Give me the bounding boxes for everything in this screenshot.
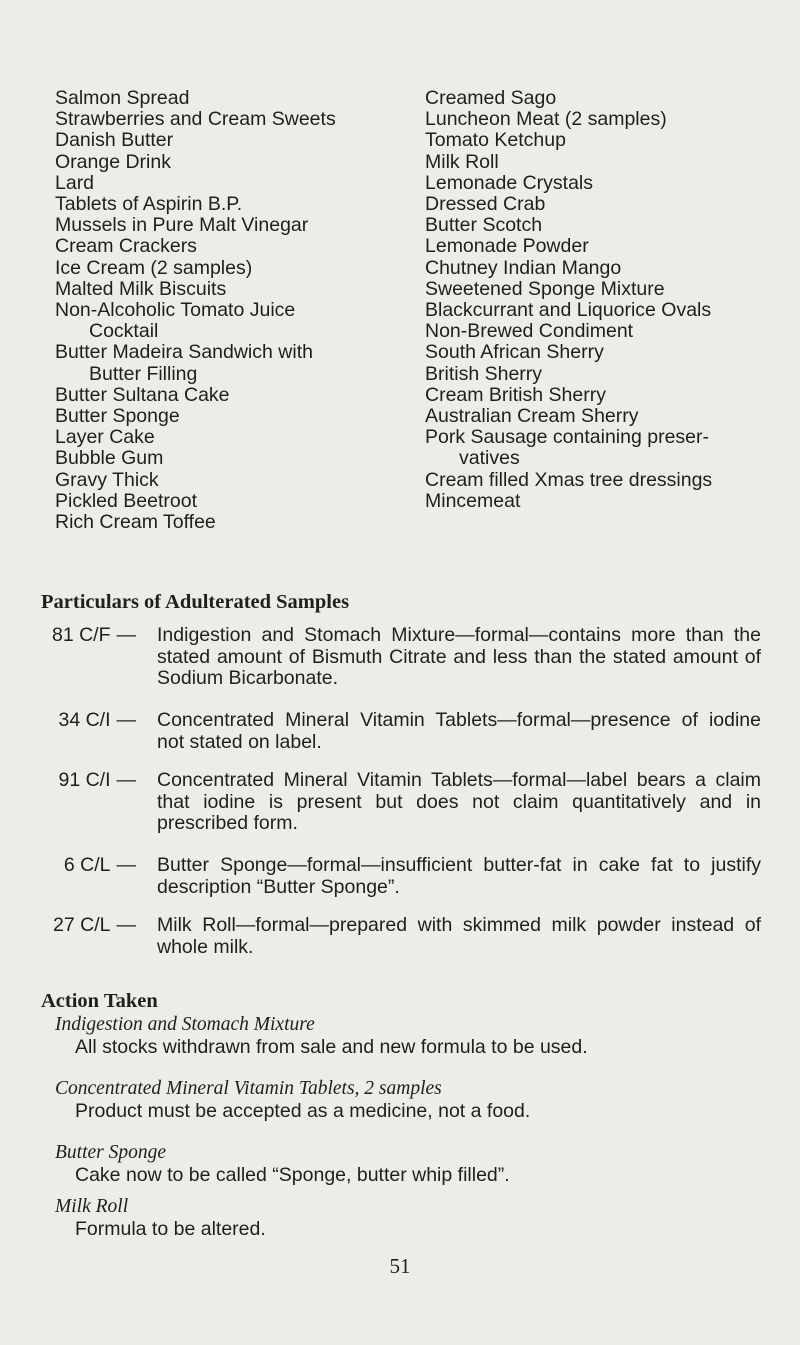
action-taken-heading: Action Taken <box>41 990 158 1012</box>
samples-list-right-column <box>425 88 775 512</box>
sample-item: Non-Brewed Condiment <box>425 320 634 343</box>
adulterated-sample-entry <box>41 625 761 690</box>
adulterated-sample-entry <box>41 710 761 753</box>
sample-item: Australian Cream Sherry <box>425 405 639 428</box>
sample-item: Pork Sausage containing preser- vatives <box>425 426 709 470</box>
action-item <box>55 1196 755 1240</box>
adulterated-sample-entry <box>41 855 761 898</box>
sample-item: South African Sherry <box>425 341 604 364</box>
sample-item: British Sherry <box>425 362 543 385</box>
sample-item: Orange Drink <box>55 150 171 173</box>
sample-item: Layer Cake <box>55 426 155 449</box>
sample-reference: 27 C/L — <box>53 914 136 936</box>
sample-item: Pickled Beetroot <box>55 489 197 512</box>
sample-item: Mussels in Pure Malt Vinegar <box>55 214 309 237</box>
action-item <box>55 1014 755 1058</box>
sample-item: Bubble Gum <box>55 447 164 470</box>
sample-description: Indigestion and Stomach Mixture—formal—contains more than the stated amount of Bismuth Citrate and less than the stated amount of Sodium Bicarbonate. <box>157 624 761 689</box>
sample-item: Strawberries and Cream Sweets <box>55 108 336 131</box>
sample-item: Butter Madeira Sandwich with Butter Filling <box>55 341 313 385</box>
action-item-text: Formula to be altered. <box>75 1218 266 1240</box>
samples-list-left-column <box>55 88 375 533</box>
sample-item: Butter Sultana Cake <box>55 383 230 406</box>
sample-item: Rich Cream Toffee <box>55 511 216 534</box>
sample-item: Chutney Indian Mango <box>425 256 622 279</box>
sample-item: Non-Alcoholic Tomato Juice Cocktail <box>55 299 296 343</box>
sample-item: Cream British Sherry <box>425 383 606 406</box>
action-item-text: Product must be accepted as a medicine, not a food. <box>75 1100 531 1122</box>
sample-item: Butter Scotch <box>425 214 543 237</box>
sample-item: Ice Cream (2 samples) <box>55 256 253 279</box>
sample-item: Malted Milk Biscuits <box>55 277 227 300</box>
sample-item: Butter Sponge <box>55 405 180 428</box>
sample-item: Cream Crackers <box>55 235 197 258</box>
action-item <box>55 1078 755 1122</box>
sample-item: Danish Butter <box>55 129 174 152</box>
sample-description: Concentrated Mineral Vitamin Tablets—formal—label bears a claim that iodine is present but does not claim quantitatively and in prescribed form. <box>157 769 761 834</box>
action-item-title: Concentrated Mineral Vitamin Tablets, 2 samples <box>55 1078 442 1099</box>
adulterated-sample-entry <box>41 915 761 958</box>
sample-reference: 81 C/F — <box>51 624 136 646</box>
sample-item: Tablets of Aspirin B.P. <box>55 193 243 216</box>
adulterated-sample-entry <box>41 770 761 835</box>
sample-item: Creamed Sago <box>425 87 557 109</box>
sample-reference: 6 C/L — <box>63 854 136 876</box>
page-number: 51 <box>389 1254 411 1278</box>
sample-item: Blackcurrant and Liquorice Ovals <box>425 299 712 322</box>
sample-description: Concentrated Mineral Vitamin Tablets—formal—presence of iodine not stated on label. <box>157 709 761 753</box>
action-item-title: Indigestion and Stomach Mixture <box>55 1014 315 1035</box>
particulars-heading: Particulars of Adulterated Samples <box>41 591 350 613</box>
action-item-text: Cake now to be called “Sponge, butter whip filled”. <box>75 1164 510 1186</box>
sample-item: Tomato Ketchup <box>425 129 566 152</box>
sample-item: Lemonade Powder <box>425 235 589 258</box>
sample-reference: 91 C/I — <box>58 769 136 791</box>
sample-item: Gravy Thick <box>55 468 159 491</box>
sample-item: Lemonade Crystals <box>425 171 593 194</box>
sample-item: Dressed Crab <box>425 193 546 216</box>
sample-item: Cream filled Xmas tree dressings <box>425 468 713 491</box>
sample-item: Mincemeat <box>425 489 521 512</box>
action-item-text: All stocks withdrawn from sale and new formula to be used. <box>75 1036 588 1058</box>
sample-item: Sweetened Sponge Mixture <box>425 277 665 300</box>
sample-reference: 34 C/I — <box>58 709 136 731</box>
sample-description: Butter Sponge—formal—insufficient butter-fat in cake fat to justify description “Butter Sponge”. <box>157 854 761 898</box>
sample-item: Lard <box>55 171 95 194</box>
action-item-title: Milk Roll <box>55 1196 129 1217</box>
sample-item: Milk Roll <box>425 150 499 173</box>
action-item <box>55 1142 755 1186</box>
sample-item: Luncheon Meat (2 samples) <box>425 108 667 131</box>
sample-item: Salmon Spread <box>55 87 190 109</box>
sample-description: Milk Roll—formal—prepared with skimmed milk powder instead of whole milk. <box>157 914 761 958</box>
action-item-title: Butter Sponge <box>55 1142 167 1163</box>
